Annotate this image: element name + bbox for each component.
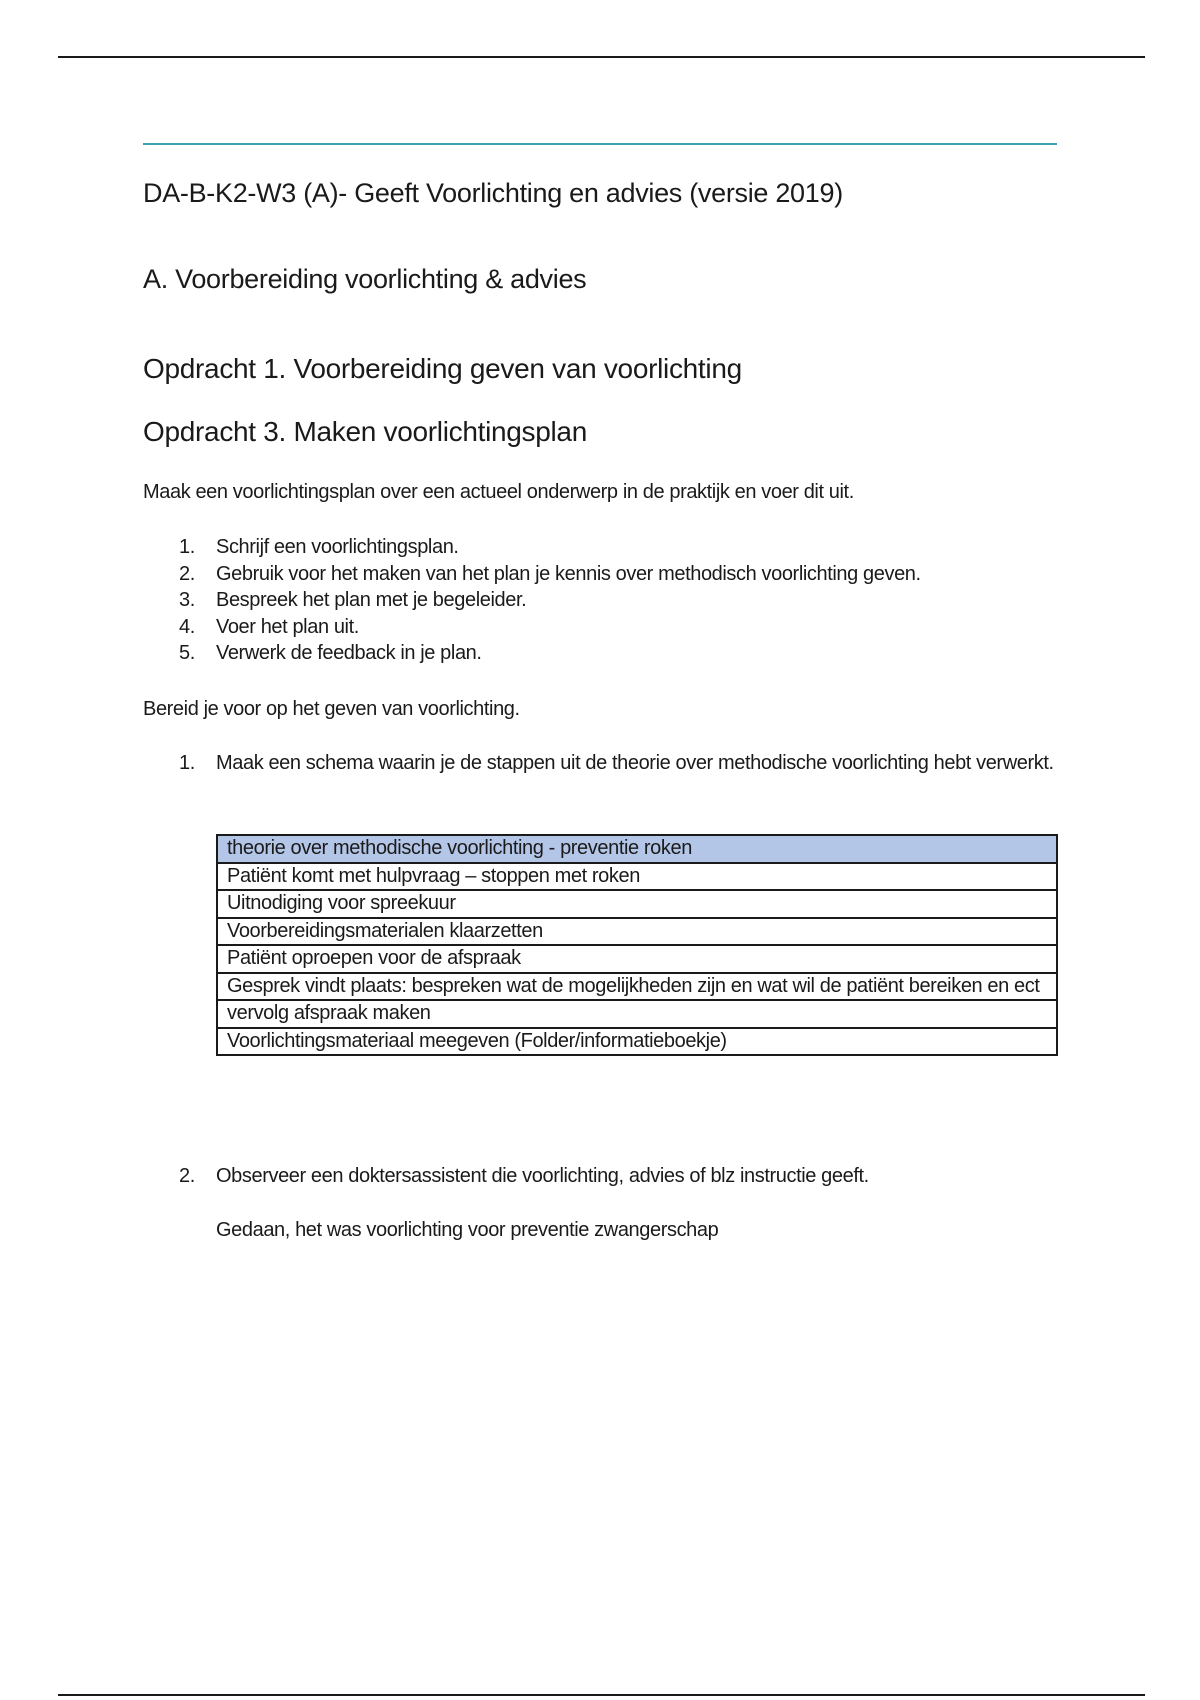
list-item: 1. Schrijf een voorlichtingsplan. bbox=[179, 536, 459, 558]
prep-paragraph: Bereid je voor op het geven van voorlichting. bbox=[143, 698, 520, 720]
accent-divider bbox=[143, 143, 1057, 145]
table-header-cell: theorie over methodische voorlichting - preventie roken bbox=[217, 835, 1057, 863]
table-cell: Gesprek vindt plaats: bespreken wat de mogelijkheden zijn en wat wil de patiënt bereiken en ect bbox=[217, 973, 1057, 1001]
table-row bbox=[217, 945, 1057, 973]
list-item: 5. Verwerk de feedback in je plan. bbox=[179, 642, 482, 664]
observe-list-item: 2. Observeer een doktersassistent die voorlichting, advies of blz instructie geeft. bbox=[179, 1165, 869, 1187]
table-row bbox=[217, 973, 1057, 1001]
voorlichting-schema-table bbox=[216, 834, 1058, 1056]
bottom-page-rule bbox=[58, 1694, 1145, 1696]
opdracht-3-heading: Opdracht 3. Maken voorlichtingsplan bbox=[143, 416, 587, 447]
table-cell: Voorlichtingsmateriaal meegeven (Folder/informatieboekje) bbox=[217, 1028, 1057, 1056]
schema-list-item: 1. Maak een schema waarin je de stappen uit de theorie over methodische voorlichting hebt verwerkt. bbox=[179, 752, 1054, 774]
table-cell: Voorbereidingsmaterialen klaarzetten bbox=[217, 918, 1057, 946]
table-row bbox=[217, 890, 1057, 918]
list-item: 2. Gebruik voor het maken van het plan je kennis over methodisch voorlichting geven. bbox=[179, 562, 921, 585]
opdracht-1-heading: Opdracht 1. Voorbereiding geven van voorlichting bbox=[143, 353, 742, 384]
table-cell: Patiënt oproepen voor de afspraak bbox=[217, 945, 1057, 973]
document-title: DA-B-K2-W3 (A)- Geeft Voorlichting en advies (versie 2019) bbox=[143, 178, 843, 208]
table-header-row bbox=[217, 835, 1057, 863]
top-page-rule bbox=[58, 56, 1145, 58]
table-row bbox=[217, 918, 1057, 946]
steps-list bbox=[143, 534, 921, 667]
table-row bbox=[217, 1000, 1057, 1028]
table-cell: Patiënt komt met hulpvraag – stoppen met roken bbox=[217, 863, 1057, 891]
intro-paragraph: Maak een voorlichtingsplan over een actueel onderwerp in de praktijk en voer dit uit. bbox=[143, 481, 854, 503]
section-heading-a: A. Voorbereiding voorlichting & advies bbox=[143, 264, 587, 294]
list-item: 4. Voer het plan uit. bbox=[179, 615, 359, 638]
table-row bbox=[217, 1028, 1057, 1056]
table-cell: Uitnodiging voor spreekuur bbox=[217, 890, 1057, 918]
table-cell: vervolg afspraak maken bbox=[217, 1000, 1057, 1028]
list-item: 3. Bespreek het plan met je begeleider. bbox=[179, 589, 527, 611]
table-row bbox=[217, 863, 1057, 891]
answer-text: Gedaan, het was voorlichting voor preventie zwangerschap bbox=[216, 1219, 719, 1241]
